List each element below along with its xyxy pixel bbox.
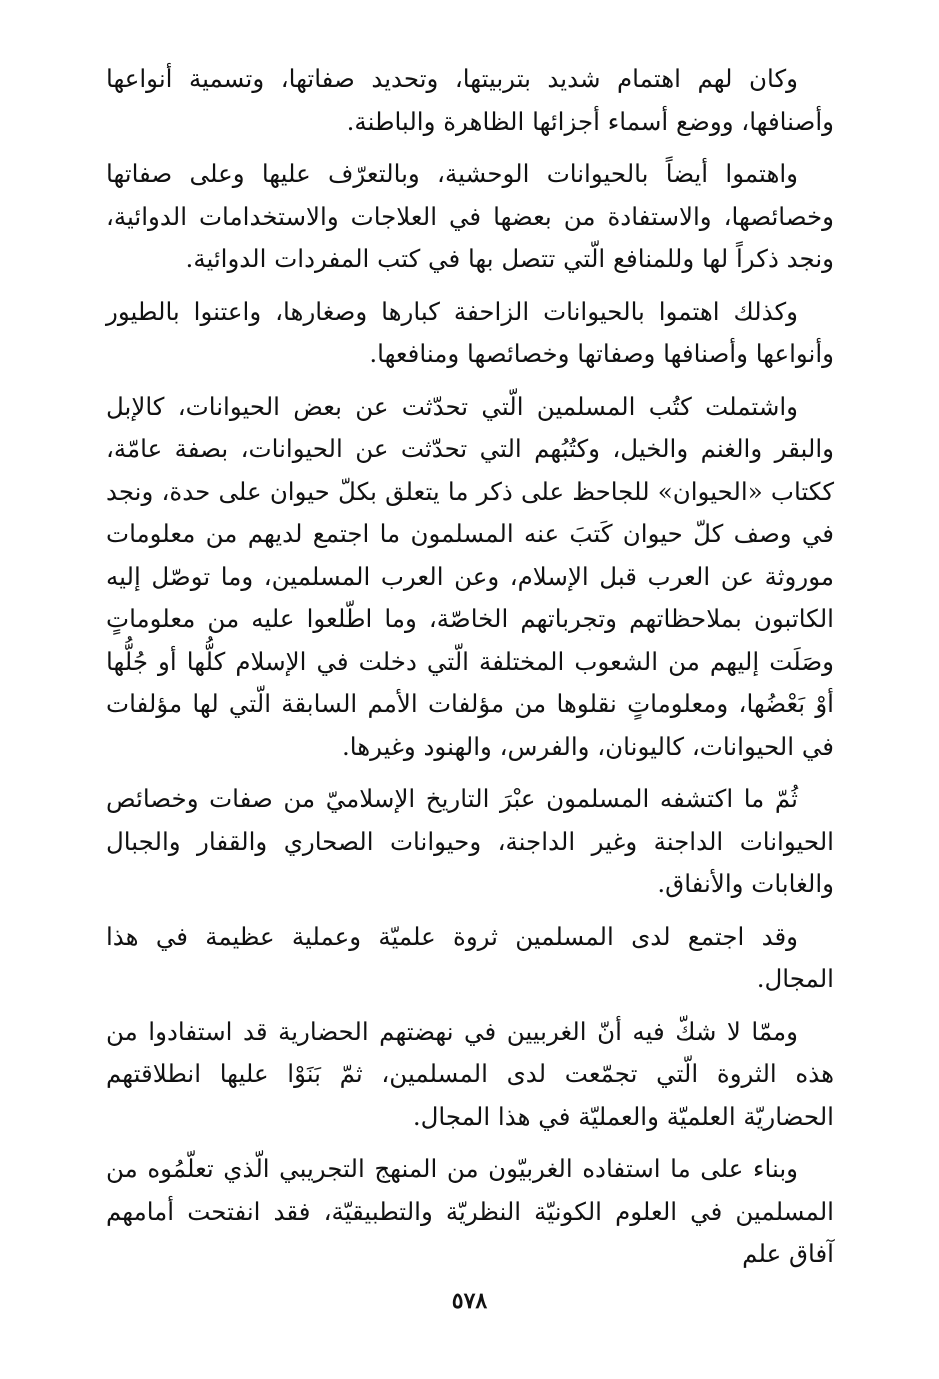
paragraph-animal-care: وكان لهم اهتمام شديد بتربيتها، وتحديد صفاتها، وتسمية أنواعها وأصنافها، ووضع أسماء أجزائها الظاهرة والباطنة. xyxy=(106,64,834,136)
paragraph-western-benefit: وممّا لا شكّ فيه أنّ الغربيين في نهضتهم الحضارية قد استفادوا من هذه الثروة الّتي تجمّعت لدى المسلمين، ثمّ بَنَوْا عليها انطلاقتهم الحضاريّة العلميّة والعمليّة في هذا المجال. xyxy=(106,1016,834,1131)
paragraph-discoveries: ثُمّ ما اكتشفه المسلمون عبْرَ التاريخ الإسلاميّ من صفات وخصائص الحيوانات الداجنة وغير الداجنة، وحيوانات الصحاري والقفار والجبال والغابات والأنفاق. xyxy=(106,784,834,898)
page-number: ٥٧٨ xyxy=(451,1288,488,1314)
paragraph-scientific-wealth: وقد اجتمع لدى المسلمين ثروة علميّة وعملية عظيمة في هذا المجال. xyxy=(106,921,834,993)
body-text xyxy=(106,58,834,1286)
paragraph-books-of-animals: واشتملت كتُب المسلمين الّتي تحدّثت عن بعض الحيوانات، كالإبل والبقر والغنم والخيل، وكتُبُهم التي تحدّثت عن الحيوانات، بصفة عامّة، ككتاب «الحيوان» للجاحظ على ذكر ما يتعلق بكلّ حيوان على حدة، ونجد في وصف كلّ حيوان كَتبَ عنه المسلمون ما اجتمع لديهم من معلومات موروثة عن العرب قبل الإسلام، وعن العرب المسلمين، وما توصّل إليه الكاتبون بملاحظاتهم وتجرباتهم الخاصّة، وما اطّلعوا عليه من معلوماتٍ وصَلَت إليهم من الشعوب المختلفة الّتي دخلت في الإسلام كلُّها أو جُلُّها أوْ بَعْضُها، ومعلوماتٍ نقلوها من مؤلفات الأمم السابقة الّتي لها مؤلفات في الحيوانات، كاليونان، والفرس، والهنود وغيرها. xyxy=(106,391,834,761)
paragraph-experimental-method: وبناء على ما استفاده الغربيّون من المنهج التجريبي الّذي تعلّمُوه من المسلمين في العلوم الكونيّة النظريّة والتطبيقيّة، فقد انفتحت أمامهم آفاق علم xyxy=(106,1154,834,1268)
paragraph-reptiles-birds: وكذلك اهتموا بالحيوانات الزاحفة كبارها وصغارها، واعتنوا بالطيور وأنواعها وأصنافها وصفاتها وخصائصها ومنافعها. xyxy=(106,296,834,368)
paragraph-wild-animals: واهتموا أيضاً بالحيوانات الوحشية، وبالتعرّف عليها وعلى صفاتها وخصائصها، والاستفادة من بعضها في العلاجات والاستخدامات الدوائية، ونجد ذكراً لها وللمنافع الّتي تتصل بها في كتب المفردات الدوائية. xyxy=(106,159,834,273)
